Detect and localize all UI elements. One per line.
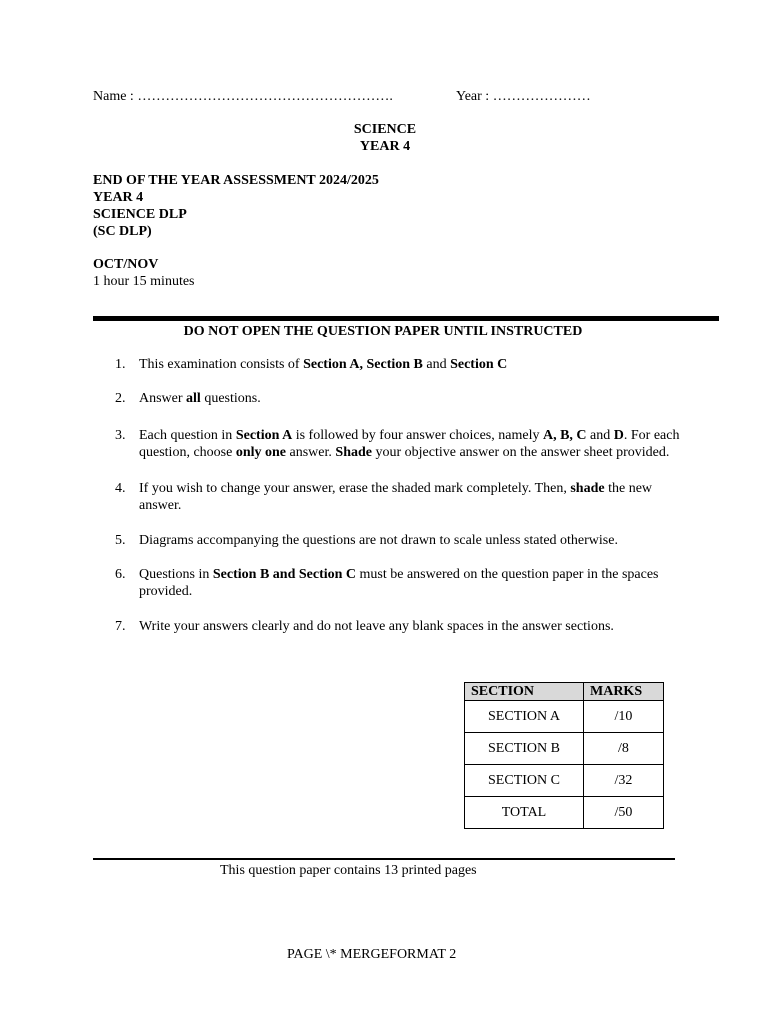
name-dots: ………………………………………………. [137, 89, 393, 104]
pages-note: This question paper contains 13 printed pages [220, 863, 477, 878]
instructions-heading: DO NOT OPEN THE QUESTION PAPER UNTIL INSTRUCTED [183, 324, 583, 339]
exam-code: (SC DLP) [93, 224, 152, 239]
exam-timing [93, 256, 195, 290]
exam-duration: 1 hour 15 minutes [93, 274, 195, 289]
table-row: SECTION B /8 [465, 733, 664, 765]
top-divider [93, 316, 719, 321]
header-section: SECTION [465, 683, 584, 701]
name-label: Name : [93, 89, 134, 104]
exam-year: YEAR 4 [93, 190, 144, 205]
instruction-item: 2. Answer all questions. [115, 391, 261, 406]
instruction-item: 1. This examination consists of Section A, Section B and Section C [115, 357, 508, 372]
instructions-list [115, 356, 687, 635]
year-label: Year : [456, 89, 490, 104]
instruction-item: 3. Each question in Section A is followed by four answer choices, namely A, B, C and D. For each question, choose only one answer. Shade your objective answer on the answer sheet provided. [115, 428, 680, 460]
name-field [93, 88, 393, 105]
instruction-item: 4. If you wish to change your answer, erase the shaded mark completely. Then, shade the new answer. [115, 481, 653, 513]
instruction-item: 6. Questions in Section B and Section C must be answered on the question paper in the spaces provided. [115, 567, 659, 599]
bottom-divider [93, 858, 675, 860]
title-subject: SCIENCE [353, 122, 417, 137]
exam-info [93, 172, 379, 240]
page-number-field: PAGE \* MERGEFORMAT 2 [287, 947, 457, 962]
table-row: TOTAL /50 [465, 797, 664, 829]
table-row: SECTION A /10 [465, 701, 664, 733]
marks-table-header [465, 683, 664, 701]
header-marks: MARKS [584, 683, 664, 701]
exam-subject: SCIENCE DLP [93, 207, 187, 222]
instruction-item: 7. Write your answers clearly and do not leave any blank spaces in the answer sections. [115, 619, 614, 634]
marks-table [464, 682, 664, 829]
title-level: YEAR 4 [359, 139, 411, 154]
table-row: SECTION C /32 [465, 765, 664, 797]
paper-title [0, 121, 768, 155]
exam-session: OCT/NOV [93, 257, 159, 272]
instruction-item: 5. Diagrams accompanying the questions are not drawn to scale unless stated otherwise. [115, 533, 618, 548]
year-field [456, 88, 591, 105]
exam-name: END OF THE YEAR ASSESSMENT 2024/2025 [93, 173, 379, 188]
year-dots: ………………… [492, 89, 591, 104]
